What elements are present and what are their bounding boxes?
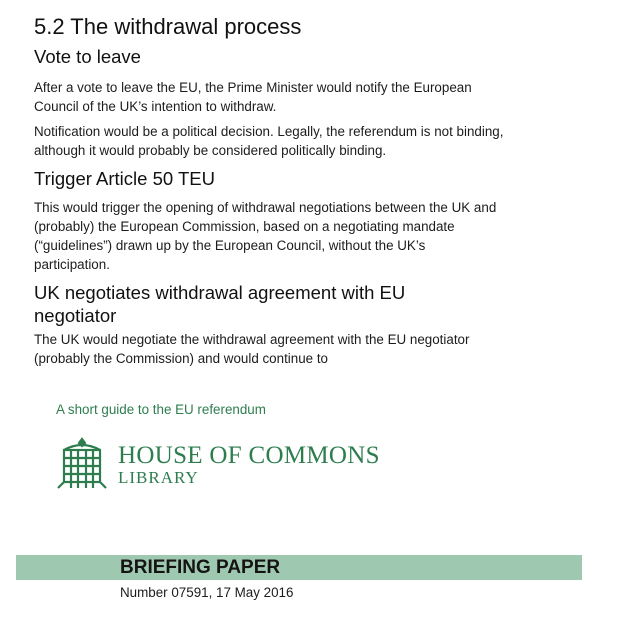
briefing-paper-bar — [16, 555, 582, 580]
subsection-heading-vote-to-leave: Vote to leave — [34, 46, 141, 67]
guide-title: A short guide to the EU referendum — [56, 402, 266, 417]
paragraph-article-50: This would trigger the opening of withdrawal negotiations between the UK and (probably) the European Commission, based on a negotiating mandate (“guidelines”) drawn up by the European Council, without the UK’s participation. — [34, 200, 497, 272]
subsection-heading-article-50: Trigger Article 50 TEU — [34, 168, 215, 189]
logo-line-house-of-commons: HOUSE OF COMMONS — [118, 441, 380, 469]
logo-line-library: LIBRARY — [118, 467, 199, 487]
subsection-heading-negotiates: UK negotiates withdrawal agreement with EU negotiator — [34, 282, 406, 326]
paragraph-vote-notify: After a vote to leave the EU, the Prime Minister would notify the European Council of the UK’s intention to withdraw. — [34, 80, 472, 114]
paragraph-vote-notification: Notification would be a political decision. Legally, the referendum is not binding, although it would probably be considered politically binding. — [34, 124, 504, 158]
portcullis-icon — [54, 436, 110, 492]
house-of-commons-library-logo — [54, 436, 380, 492]
logo-text — [118, 443, 380, 486]
briefing-paper-number: Number 07591, 17 May 2016 — [120, 585, 294, 600]
briefing-paper-label: BRIEFING PAPER — [120, 557, 281, 578]
section-title: 5.2 The withdrawal process — [34, 14, 302, 39]
paragraph-negotiates: The UK would negotiate the withdrawal agreement with the EU negotiator (probably the Commission) and would continue to — [34, 332, 470, 366]
